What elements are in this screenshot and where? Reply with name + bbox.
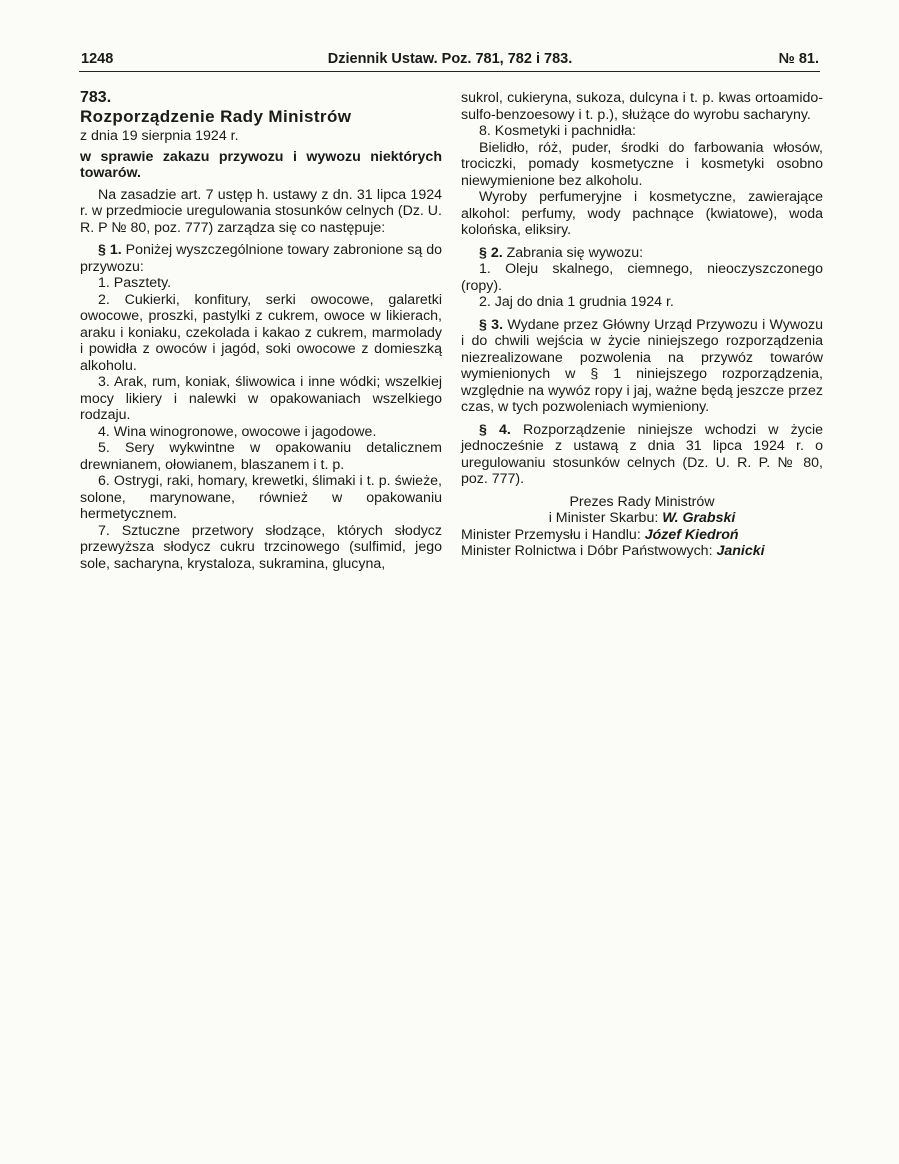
- item-7-continuation: sukrol, cukieryna, sukoza, dulcyna i t. p. kwas ortoamido-sulfo-benzoesowy i t. p.), służące do wyrobu sacharyny.: [461, 90, 823, 123]
- section-2-mark: § 2.: [479, 244, 503, 261]
- left-column: [80, 90, 442, 572]
- list-item: 3. Arak, rum, koniak, śliwowica i inne wódki; wszelkiej mocy likiery i nalewki w opakowaniach wszelkiego rodzaju.: [80, 374, 442, 423]
- signature-1-role-a: Prezes Rady Ministrów: [569, 493, 715, 510]
- signature-2-role: Minister Przemysłu i Handlu:: [461, 526, 641, 543]
- header-rule: [79, 71, 820, 72]
- section-4: [461, 422, 823, 488]
- signatory-grabski: W. Grabski: [662, 510, 736, 526]
- section-1: [80, 242, 442, 275]
- section-3-text: Wydane przez Główny Urząd Przywozu i Wywozu i do chwili wejścia w życie niniejszego rozporządzenia niezrealizowane pozwolenia na przywóz towarów wymienionych w § 1 niniejszego rozporządzenia, względnie na wywóz ropy i jaj, ważne będą jeszcze przez czas, w tych pozwoleniach wymieniony.: [461, 316, 823, 415]
- act-subject: w sprawie zakazu przywozu i wywozu niektórych towarów.: [80, 148, 442, 181]
- running-header: [81, 51, 819, 71]
- right-column: [461, 90, 823, 560]
- list-item: 2. Jaj do dnia 1 grudnia 1924 r.: [479, 294, 674, 310]
- journal-title: Dziennik Ustaw. Poz. 781, 782 i 783.: [327, 51, 573, 67]
- signature-1: [461, 510, 823, 527]
- list-item: 5. Sery wykwintne w opakowaniu detalicznem drewnianem, ołowianem, blaszanem i t. p.: [80, 440, 442, 473]
- signature-2: [461, 527, 823, 544]
- signatory-kiedron: Józef Kiedroń: [644, 526, 739, 543]
- list-item: 7. Sztuczne przetwory słodzące, których słodycz przewyższa słodycz cukru trzcinowego (sulfimid, jego sole, sacharyna, krystaloza, sukramina, glucyna,: [80, 522, 442, 572]
- act-title: Rozporządzenie Rady Ministrów: [80, 106, 352, 126]
- act-number: 783.: [80, 89, 112, 106]
- section-4-text: Rozporządzenie niniejsze wchodzi w życie jednocześnie z ustawą z dnia 31 lipca 1924 r. o uregulowaniu stosunków celnych (Dz. U. R. P. № 80, poz. 777).: [461, 421, 823, 487]
- intro-paragraph: Na zasadzie art. 7 ustęp h. ustawy z dn. 31 lipca 1924 r. w przedmiocie uregulowania stosunków celnych (Dz. U. R. P № 80, poz. 777) zarządza się co następuje:: [80, 186, 442, 236]
- section-3: [461, 317, 823, 416]
- page-number: 1248: [81, 51, 114, 67]
- list-item: 8. Kosmetyki i pachnidła:: [479, 123, 636, 139]
- signature-3: [461, 543, 823, 560]
- list-item: 2. Cukierki, konfitury, serki owocowe, galaretki owocowe, proszki, pastylki z cukrem, owoce w likierach, araku i koniaku, czekolada i kakao z cukrem, marmolady i powidła z owoców i jagód, soki owocowe z domieszką alkoholu.: [80, 291, 442, 374]
- section-2-text: Zabrania się wywozu:: [506, 244, 644, 261]
- list-item: 1. Oleju skalnego, ciemnego, nieoczyszczonego (ropy).: [461, 261, 823, 294]
- section-1-mark: § 1.: [98, 242, 122, 258]
- list-item-sub: Bielidło, róż, puder, środki do farbowania włosów, trociczki, pomady kosmetyczne i kosmetyki osobno niewymienione bez alkoholu.: [461, 139, 823, 189]
- signatory-janicki: Janicki: [716, 543, 765, 559]
- list-item: 6. Ostrygi, raki, homary, krewetki, ślimaki i t. p. świeże, solone, marynowane, również w opakowaniu hermetycznem.: [80, 473, 442, 522]
- issue-number: № 81.: [778, 51, 819, 67]
- signature-1-role-b: i Minister Skarbu:: [548, 510, 659, 526]
- signature-3-role: Minister Rolnictwa i Dóbr Państwowych:: [461, 543, 713, 559]
- section-1-text: Poniżej wyszczególnione towary zabronione są do przywozu:: [80, 242, 442, 275]
- list-item: 4. Wina winogronowe, owocowe i jagodowe.: [98, 423, 377, 440]
- list-item: 1. Pasztety.: [98, 275, 172, 291]
- list-item-sub: Wyroby perfumeryjne i kosmetyczne, zawierające alkohol: perfumy, wody pachnące (kwiatowe), woda kolońska, eliksiry.: [461, 189, 823, 238]
- section-3-mark: § 3.: [479, 316, 504, 333]
- act-date: z dnia 19 sierpnia 1924 r.: [80, 128, 239, 144]
- section-2: [461, 245, 823, 262]
- section-4-mark: § 4.: [479, 421, 511, 438]
